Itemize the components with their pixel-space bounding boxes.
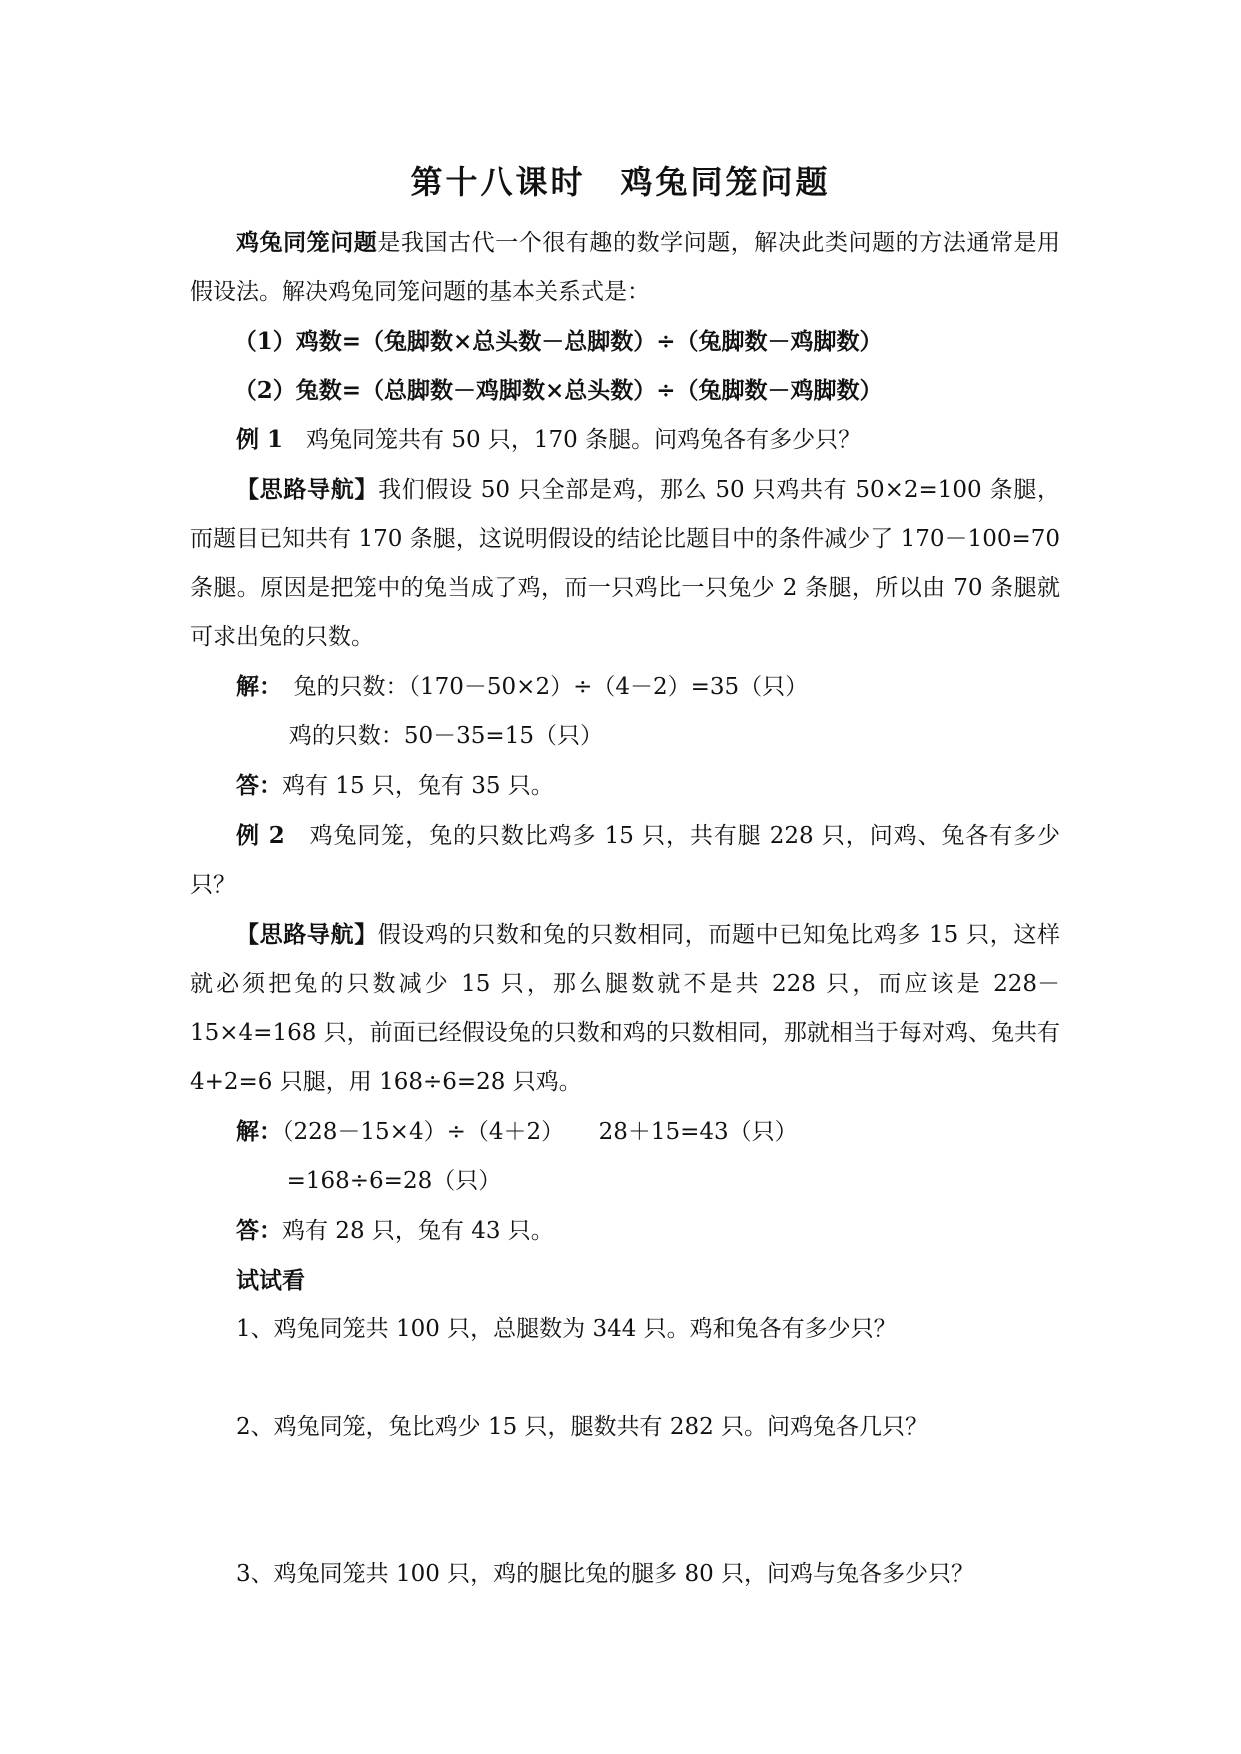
formula-2: （2）兔数=（总脚数－鸡脚数×总头数）÷（兔脚数－鸡脚数）: [233, 377, 883, 404]
example-2-answer-label: 答：: [236, 1217, 282, 1244]
practice-item-1: 1、鸡兔同笼共 100 只，总腿数为 344 只。鸡和兔各有多少只？: [236, 1316, 897, 1342]
example-2-solution-label: 解：: [236, 1118, 282, 1145]
document-body: [190, 218, 1060, 1599]
example-1-solution-line-1: [190, 662, 1060, 712]
example-1-label: 例 1: [236, 426, 284, 453]
formula-1: （1）鸡数=（兔脚数×总头数－总脚数）÷（兔脚数－鸡脚数）: [233, 328, 883, 355]
example-1-question: [190, 415, 1060, 465]
example-1-question-text: 鸡兔同笼共有 50 只，170 条腿。问鸡兔各有多少只？: [283, 427, 862, 453]
example-2-answer-text: 鸡有 28 只，兔有 43 只。: [282, 1218, 554, 1244]
example-1-answer-text: 鸡有 15 只，兔有 35 只。: [282, 773, 554, 799]
example-2-solution-text-1: （228－15×4）÷（4＋2） 28＋15=43（只）: [282, 1119, 798, 1145]
example-1-hint-text: 我们假设 50 只全部是鸡，那么 50 只鸡共有 50×2=100 条腿，而题目已知共有 170 条腿，这说明假设的结论比题目中的条件减少了 170－100=70 条腿。原因是把笼中的兔当成了鸡，而一只鸡比一只兔少 2 条腿，所以由 70 条腿就可求出兔的只数。: [190, 477, 1061, 650]
example-2-solution-line-2: =168÷6=28（只）: [286, 1168, 502, 1194]
example-1-solution-label: 解：: [236, 673, 271, 700]
practice-item-3: 3、鸡兔同笼共 100 只，鸡的腿比兔的腿多 80 只，问鸡与兔各多少只？: [236, 1561, 975, 1587]
example-1-solution-line-2: 鸡的只数：50－35=15（只）: [288, 723, 603, 749]
page-title: 第十八课时 鸡兔同笼问题: [410, 163, 831, 201]
example-2-hint-text: 假设鸡的只数和兔的只数相同，而题中已知兔比鸡多 15 只，这样就必须把兔的只数减少 15 只，那么腿数就不是共 228 只，而应该是 228－15×4=168 只，前面已经假设兔的只数和鸡的只数相同，那就相当于每对鸡、兔共有 4+2=6 只腿，用 168÷6=28 只鸡。: [190, 922, 1061, 1095]
example-2-question: [190, 811, 1060, 910]
practice-heading: 试试看: [236, 1267, 305, 1294]
intro-term: 鸡兔同笼问题: [236, 229, 378, 256]
practice-answer-space-1: [190, 1354, 1060, 1403]
example-1-answer-label: 答：: [236, 772, 282, 799]
example-2-answer: [190, 1206, 1060, 1256]
intro-text: 是我国古代一个很有趣的数学问题，解决此类问题的方法通常是用假设法。解决鸡兔同笼问题的基本关系式是：: [190, 230, 1061, 305]
practice-answer-space-2: [190, 1452, 1060, 1550]
intro-paragraph: [190, 218, 1060, 317]
example-1-hint: [190, 465, 1060, 662]
example-2-question-text: 鸡兔同笼，兔的只数比鸡多 15 只，共有腿 228 只，问鸡、兔各有多少只？: [190, 823, 1060, 898]
example-2-solution-line-1: [190, 1107, 1060, 1157]
example-1-hint-label: 【思路导航】: [236, 476, 379, 503]
practice-item-2: 2、鸡兔同笼，兔比鸡少 15 只，腿数共有 282 只。问鸡兔各几只？: [236, 1414, 929, 1440]
example-1-solution-text-1: 兔的只数：（170－50×2）÷（4－2）=35（只）: [270, 674, 809, 700]
example-2-hint-label: 【思路导航】: [236, 921, 378, 948]
example-2-hint: [190, 910, 1060, 1107]
example-1-answer: [190, 761, 1060, 811]
example-2-label: 例 2: [236, 822, 285, 849]
